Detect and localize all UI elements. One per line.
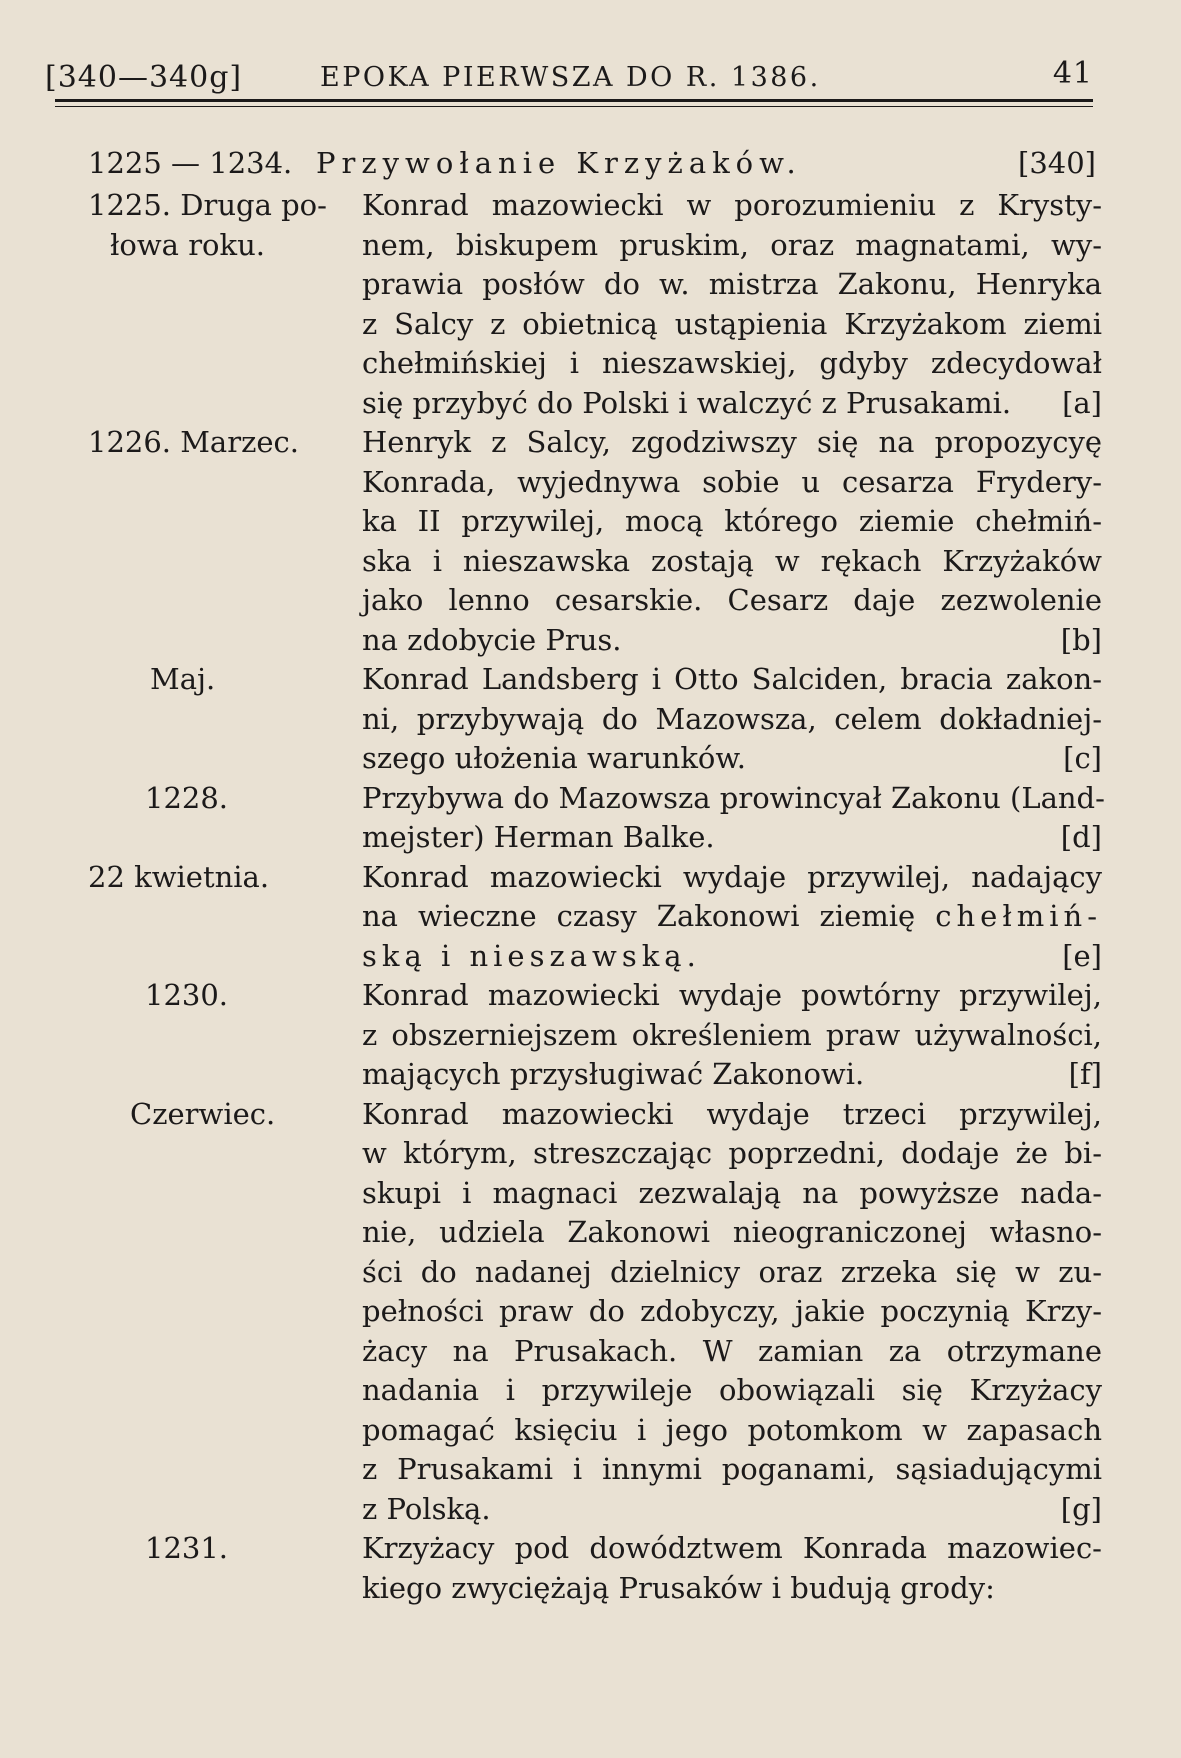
text-line: Konrad mazowiecki wydaje trzeci przywilej,	[362, 1096, 1102, 1131]
header-title: EPOKA PIERWSZA DO R. 1386.	[320, 62, 821, 93]
page-number: 41	[1052, 56, 1093, 91]
entry-text	[362, 1095, 1102, 1530]
entry-reference: [e]	[1062, 938, 1102, 973]
text-line: Przybywa do Mazowsza prowincyał Zakonu (Land-	[362, 780, 1105, 815]
text-line: nem, biskupem pruskim, oraz magnatami, wy-	[362, 227, 1102, 262]
entry-reference: [g]	[1060, 1491, 1102, 1526]
text-line: mejster) Herman Balke. [d]	[362, 818, 1102, 858]
text-line: jako lenno cesarskie. Cesarz daje zezwolenie	[362, 583, 1102, 617]
entry-text	[362, 858, 1102, 977]
entry-text	[362, 423, 1102, 660]
text-line: z Salcy z obietnicą ustąpienia Krzyżakom ziemi	[362, 306, 1102, 341]
text-line: kiego zwyciężają Prusaków i budują grody:	[362, 1570, 995, 1605]
entry-text	[362, 186, 1102, 423]
entry-date-line: Maj.	[150, 662, 216, 696]
text-line: skupi i magnaci zezwalają na powyższe nada-	[362, 1175, 1102, 1210]
entry-date	[88, 423, 299, 463]
entry-date	[145, 976, 228, 1016]
text-line	[362, 937, 1102, 977]
entry-date-line: 1225. Druga po-	[88, 188, 327, 222]
running-header	[45, 50, 1095, 100]
text-line: ska i nieszawska zostają w rękach Krzyżaków	[362, 543, 1102, 578]
text-line: na zdobycie Prus. [b]	[362, 621, 1102, 661]
text-line: nie, udziela Zakonowi nieograniczonej własno-	[362, 1215, 1102, 1249]
section-heading: Przywołanie Krzyżaków.	[316, 146, 802, 180]
text-line: szego ułożenia warunków. [c]	[362, 739, 1102, 779]
spaced-emphasis: chełmiń-	[935, 899, 1102, 933]
text-line: Konrad mazowiecki w porozumieniu z Krysty-	[362, 188, 1102, 222]
entry-date	[88, 186, 327, 265]
text-line: w którym, streszczając poprzedni, dodaje że bi-	[362, 1136, 1102, 1170]
spaced-emphasis: ską i nieszawską.	[362, 938, 701, 973]
entry-date	[150, 660, 215, 700]
text-line: ka II przywilej, mocą którego ziemie chełmiń-	[362, 504, 1102, 538]
entry-text	[362, 660, 1102, 779]
entry-date-line: Czerwiec.	[130, 1096, 276, 1131]
entry-text	[362, 779, 1105, 858]
text-line: pełności praw do zdobyczy, jakie poczynią Krzy-	[362, 1294, 1102, 1328]
text-line: Konrad mazowiecki wydaje powtórny przywilej,	[362, 978, 1102, 1012]
text-line: żacy na Prusakach. W zamian za otrzymane	[362, 1333, 1102, 1368]
entry-text	[362, 976, 1102, 1095]
header-section-range: [340—340g]	[45, 60, 243, 95]
entry-date-line: 1228.	[145, 780, 229, 815]
text-line: Konrad Landsberg i Otto Salciden, bracia zakon-	[362, 662, 1102, 696]
entry-date-line: 22 kwietnia.	[88, 859, 270, 894]
entry-reference: [c]	[1063, 741, 1102, 775]
text-line: nadania i przywileje obowiązali się Krzyżacy	[362, 1373, 1102, 1407]
text-line: Konrad mazowiecki wydaje przywilej, nadający	[362, 859, 1102, 894]
entry-reference: [a]	[1062, 385, 1102, 420]
text-line: z Polską. [g]	[362, 1490, 1102, 1530]
text-line: Krzyżacy pod dowództwem Konrada mazowiec-	[362, 1531, 1102, 1565]
entry-date	[88, 858, 269, 898]
text-line: z Prusakami i innymi poganami, sąsiadującymi	[362, 1452, 1102, 1486]
text-line: pomagać księciu i jego potomkom w zapasach	[362, 1412, 1102, 1447]
entry-date	[145, 779, 228, 819]
text-line: prawia posłów do w. mistrza Zakonu, Henryka	[362, 267, 1102, 301]
entry-date-line: łowa roku.	[110, 227, 265, 262]
entry-text	[362, 1529, 1102, 1608]
entry-reference: [f]	[1068, 1057, 1102, 1091]
section-number: [340]	[1018, 146, 1096, 180]
header-rule-thin	[55, 106, 1093, 107]
header-rule-thick	[55, 99, 1093, 102]
text-line: się przybyć do Polski i walczyć z Prusakami. [a]	[362, 384, 1102, 424]
text-line: mających przysługiwać Zakonowi. [f]	[362, 1055, 1102, 1095]
text-line: Henryk z Salcy, zgodziwszy się na propozycyę	[362, 425, 1102, 459]
text-line: z obszerniejszem określeniem praw używalności,	[362, 1017, 1102, 1052]
text-line: ni, przybywają do Mazowsza, celem dokładniej-	[362, 701, 1102, 736]
text-line: ści do nadanej dzielnicy oraz zrzeka się w zu-	[362, 1254, 1102, 1289]
entry-date	[130, 1095, 275, 1135]
entry-date-line: 1226. Marzec.	[88, 425, 299, 459]
section-date-range: 1225 — 1234.	[88, 146, 293, 180]
text-line: chełmińskiej i nieszawskiej, gdyby zdecydował	[362, 346, 1102, 380]
entry-date	[145, 1529, 228, 1569]
text-line: Konrada, wyjednywa sobie u cesarza Frydery-	[362, 464, 1102, 499]
entry-reference: [b]	[1060, 622, 1102, 657]
text-line: na wieczne czasy Zakonowi ziemię chełmiń-	[362, 899, 1102, 933]
entry-date-line: 1231.	[145, 1531, 229, 1565]
entry-reference: [d]	[1060, 820, 1102, 854]
entry-date-line: 1230.	[145, 978, 229, 1012]
